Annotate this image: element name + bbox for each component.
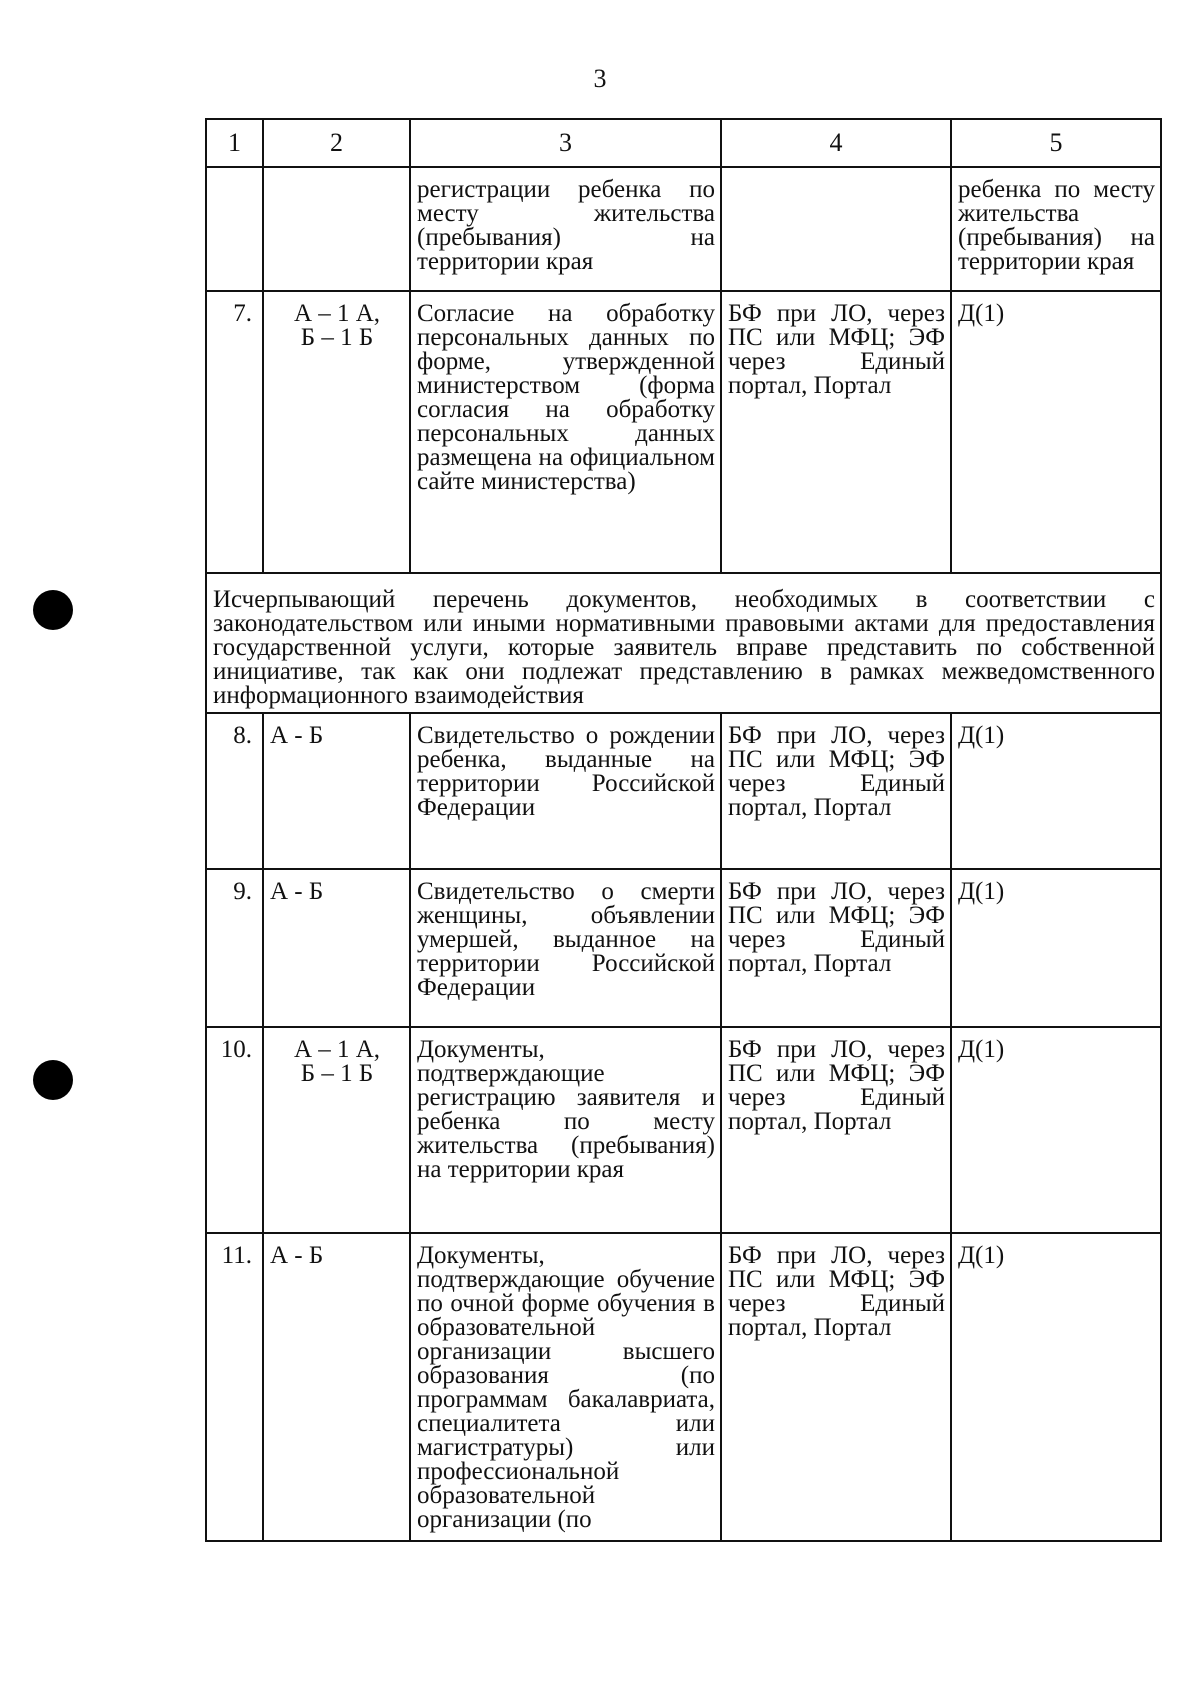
category-line: Б – 1 Б [300,324,374,351]
submission-method: БФ при ЛО, через ПС или МФЦ; ЭФ через Единый портал, Портал [721,1233,951,1541]
table-row [206,713,1161,869]
table-row [206,1233,1161,1541]
applicant-category: А - Б [263,1233,410,1541]
submission-method: БФ при ЛО, через ПС или МФЦ; ЭФ через Единый портал, Портал [721,869,951,1027]
table-row [206,869,1161,1027]
table-header-row [206,119,1161,167]
table-row [206,1027,1161,1233]
submission-method: БФ при ЛО, через ПС или МФЦ; ЭФ через Единый портал, Портал [721,291,951,573]
table-row [206,291,1161,573]
column-header: 1 [206,119,263,167]
row-number: 9. [206,869,263,1027]
requirement-code: Д(1) [951,1027,1161,1233]
table-row [206,167,1161,291]
category-line: Б – 1 Б [300,1060,374,1087]
requirement-code: Д(1) [951,291,1161,573]
document-name: Документы, подтверждающие обучение по очной форме обучения в образовательной организации высшего образования (по программам бакалавриата, специалитета или магистратуры) или профессиональной образовательной организации (по [410,1233,721,1541]
submission-method: БФ при ЛО, через ПС или МФЦ; ЭФ через Единый портал, Портал [721,713,951,869]
applicant-category [263,1027,410,1233]
method-cell [721,167,951,291]
applicant-category [263,291,410,573]
applicant-category: А - Б [263,713,410,869]
requirement-code: Д(1) [951,869,1161,1027]
document-name: Документы, подтверждающие регистрацию заявителя и ребенка по месту жительства (пребывания) на территории края [410,1027,721,1233]
column-header: 5 [951,119,1161,167]
requirement-code: Д(1) [951,1233,1161,1541]
section-row [206,573,1161,713]
submission-method: БФ при ЛО, через ПС или МФЦ; ЭФ через Единый портал, Портал [721,1027,951,1233]
row-number: 8. [206,713,263,869]
column-header: 3 [410,119,721,167]
row-number-cell [206,167,263,291]
row-number: 7. [206,291,263,573]
applicant-category: А - Б [263,869,410,1027]
section-heading: Исчерпывающий перечень документов, необходимых в соответствии с законодательством или иными нормативными правовыми актами для предоставления государственной услуги, которые заявитель вправе представить по собственной инициативе, так как они подлежат представлению в рамках межведомственного информационного взаимодействия [206,573,1161,713]
requirement-code: Д(1) [951,713,1161,869]
document-cell: регистрации ребенка по месту жительства (пребывания) на территории края [410,167,721,291]
requirement-cell: ребенка по месту жительства (пребывания) на территории края [951,167,1161,291]
row-number: 11. [206,1233,263,1541]
page-number: 3 [593,64,607,93]
category-line: А – 1 А, [293,1036,381,1063]
documents-table [205,118,1162,1542]
document-name: Согласие на обработку персональных данных по форме, утвержденной министерством (форма согласия на обработку персональных данных размещена на официальном сайте министерства) [410,291,721,573]
row-number: 10. [206,1027,263,1233]
punch-hole-mark [33,1060,73,1100]
column-header: 4 [721,119,951,167]
category-line: А – 1 А, [293,300,381,327]
category-cell [263,167,410,291]
document-name: Свидетельство о рождении ребенка, выданные на территории Российской Федерации [410,713,721,869]
document-name: Свидетельство о смерти женщины, объявлении умершей, выданное на территории Российской Федерации [410,869,721,1027]
punch-hole-mark [33,590,73,630]
column-header: 2 [263,119,410,167]
